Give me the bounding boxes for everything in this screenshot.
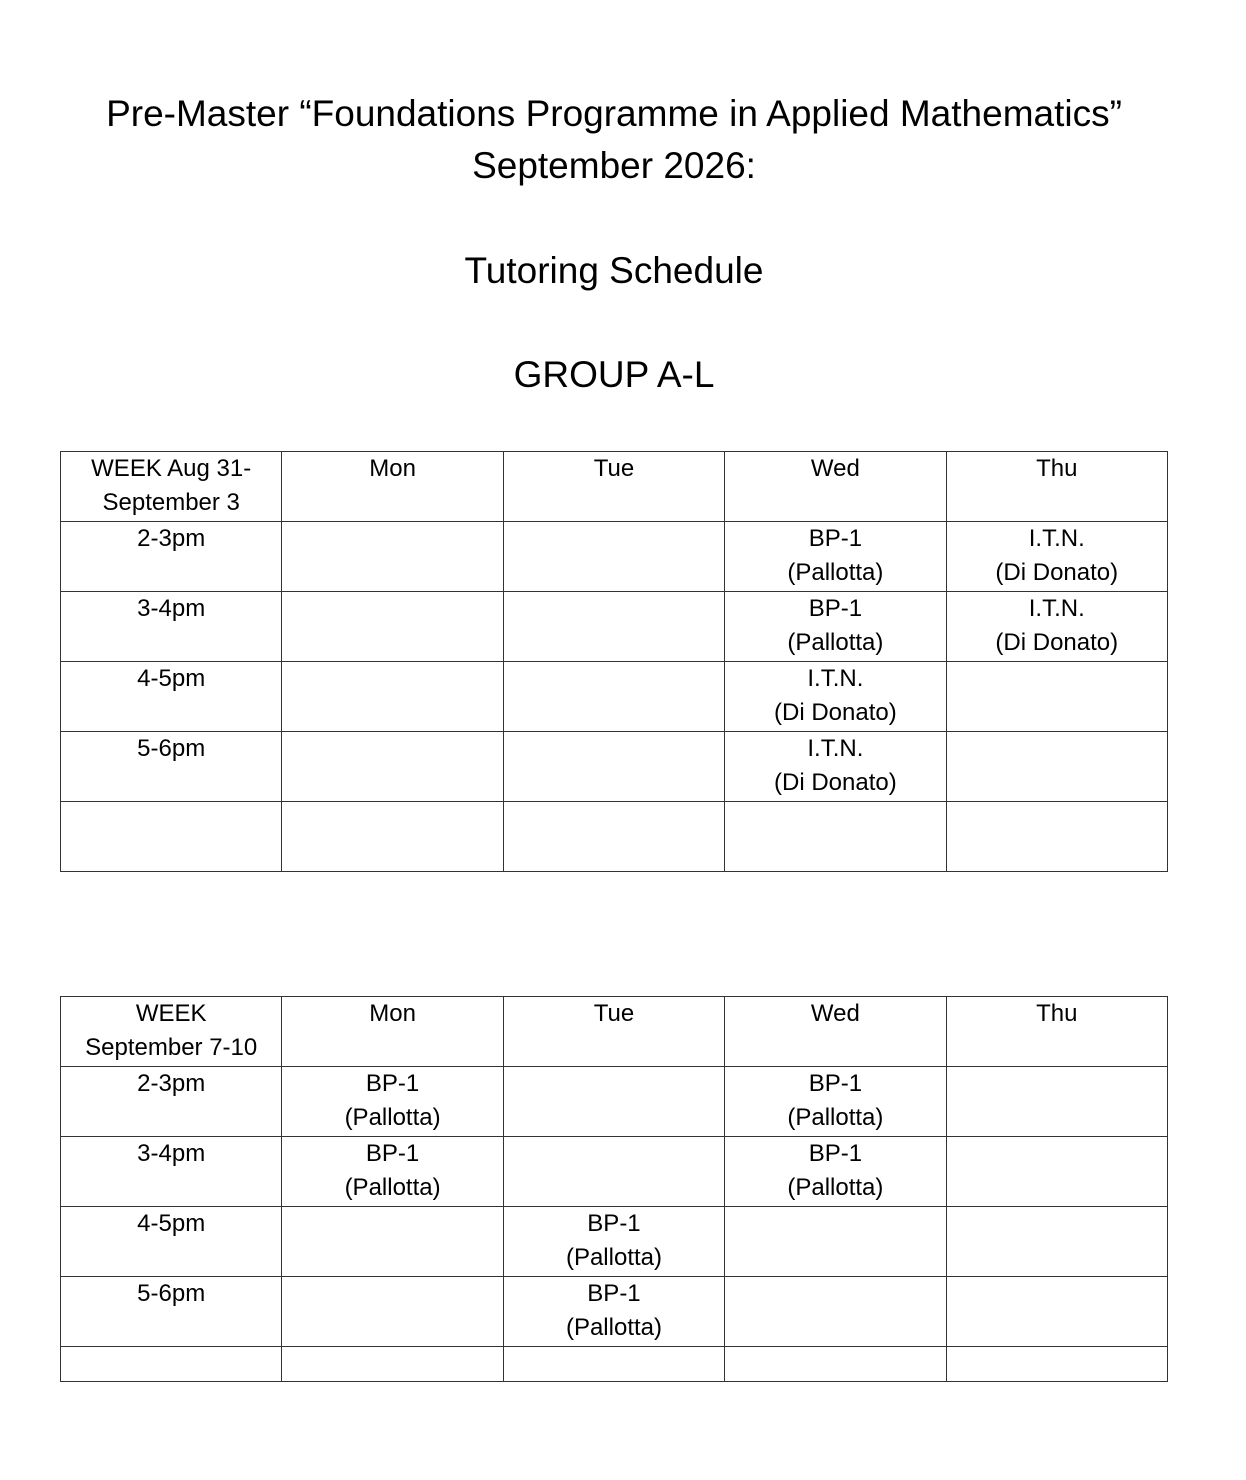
cell-text-line: BP-1 <box>808 1070 863 1097</box>
time-slot-cell: 4-5pm <box>61 1207 282 1277</box>
cell-text-line: (Pallotta) <box>344 1104 441 1131</box>
cell-text-line: (Di Donato) <box>774 769 897 796</box>
cell-text-line: BP-1 <box>808 595 863 622</box>
time-slot-row <box>61 1067 1168 1137</box>
time-slot-row <box>61 1207 1168 1277</box>
cell-text-line: I.T.N. <box>807 735 864 762</box>
session-cell <box>725 1137 946 1207</box>
session-cell <box>946 592 1167 662</box>
time-slot-cell: 3-4pm <box>61 1137 282 1207</box>
time-slot-row <box>61 662 1168 732</box>
cell-text-line: WEEK Aug 31- <box>91 455 252 482</box>
cell-text-line: September 3 <box>102 489 240 516</box>
time-slot-cell: 5-6pm <box>61 1277 282 1347</box>
empty-cell <box>503 592 724 662</box>
empty-cell <box>282 732 503 802</box>
empty-cell <box>282 522 503 592</box>
empty-cell <box>725 1207 946 1277</box>
time-slot-row <box>61 732 1168 802</box>
empty-cell <box>946 732 1167 802</box>
day-header-thu: Thu <box>946 452 1167 522</box>
cell-text-line: BP-1 <box>365 1070 420 1097</box>
cell-text-line: WEEK <box>135 1000 207 1027</box>
cell-text-line: BP-1 <box>365 1140 420 1167</box>
time-slot-cell: 3-4pm <box>61 592 282 662</box>
session-cell <box>725 592 946 662</box>
session-cell <box>725 662 946 732</box>
empty-cell <box>946 1277 1167 1347</box>
blank-row <box>61 1347 1168 1382</box>
session-cell <box>725 732 946 802</box>
day-header-thu: Thu <box>946 997 1167 1067</box>
empty-cell <box>725 802 946 872</box>
empty-cell <box>282 802 503 872</box>
day-header-mon: Mon <box>282 997 503 1067</box>
time-slot-cell: 4-5pm <box>61 662 282 732</box>
session-cell <box>282 1067 503 1137</box>
blank-row <box>61 802 1168 872</box>
cell-text-line: (Pallotta) <box>565 1244 662 1271</box>
cell-text-line: I.T.N. <box>807 665 864 692</box>
empty-cell <box>503 1347 724 1382</box>
cell-text-line: (Di Donato) <box>995 559 1119 586</box>
time-slot-row <box>61 1137 1168 1207</box>
schedule-table-week-2 <box>60 996 1168 1382</box>
empty-cell <box>946 1347 1167 1382</box>
session-cell <box>503 1277 724 1347</box>
empty-cell <box>282 1207 503 1277</box>
cell-text-line: (Pallotta) <box>787 629 884 656</box>
day-header-tue: Tue <box>503 997 724 1067</box>
cell-text-line: (Pallotta) <box>787 1104 884 1131</box>
cell-text-line: (Pallotta) <box>787 1174 884 1201</box>
week-label-cell <box>61 452 282 522</box>
session-cell <box>725 1067 946 1137</box>
empty-cell <box>946 1067 1167 1137</box>
week-label-cell <box>61 997 282 1067</box>
document-title-date: September 2026: <box>472 145 756 186</box>
day-header-wed: Wed <box>725 452 946 522</box>
day-header-wed: Wed <box>725 997 946 1067</box>
session-cell <box>503 1207 724 1277</box>
group-heading: GROUP A-L <box>513 354 715 395</box>
cell-text-line: BP-1 <box>808 525 863 552</box>
empty-cell <box>503 1067 724 1137</box>
empty-cell <box>282 1277 503 1347</box>
empty-cell <box>282 592 503 662</box>
schedule-table-week-1 <box>60 451 1168 872</box>
header-row <box>61 452 1168 522</box>
time-slot-row <box>61 1277 1168 1347</box>
empty-cell <box>725 1277 946 1347</box>
empty-cell <box>61 1347 282 1382</box>
empty-cell <box>503 1137 724 1207</box>
cell-text-line: (Pallotta) <box>787 559 884 586</box>
header-row <box>61 997 1168 1067</box>
cell-text-line: BP-1 <box>587 1210 641 1237</box>
empty-cell <box>946 802 1167 872</box>
session-cell <box>946 522 1167 592</box>
empty-cell <box>503 662 724 732</box>
empty-cell <box>282 1347 503 1382</box>
empty-cell <box>503 522 724 592</box>
empty-cell <box>946 662 1167 732</box>
document-title: Pre-Master “Foundations Programme in Applied Mathematics” <box>106 93 1122 134</box>
empty-cell <box>503 802 724 872</box>
empty-cell <box>282 662 503 732</box>
empty-cell <box>61 802 282 872</box>
empty-cell <box>503 732 724 802</box>
cell-text-line: BP-1 <box>808 1140 863 1167</box>
day-header-tue: Tue <box>503 452 724 522</box>
day-header-mon: Mon <box>282 452 503 522</box>
empty-cell <box>946 1207 1167 1277</box>
cell-text-line: I.T.N. <box>1028 525 1085 552</box>
cell-text-line: BP-1 <box>587 1280 641 1307</box>
time-slot-cell: 5-6pm <box>61 732 282 802</box>
empty-cell <box>725 1347 946 1382</box>
empty-cell <box>946 1137 1167 1207</box>
cell-text-line: (Di Donato) <box>995 629 1119 656</box>
cell-text-line: I.T.N. <box>1028 595 1085 622</box>
cell-text-line: September 7-10 <box>85 1034 258 1061</box>
session-cell <box>725 522 946 592</box>
session-cell <box>282 1137 503 1207</box>
time-slot-cell: 2-3pm <box>61 1067 282 1137</box>
time-slot-row <box>61 522 1168 592</box>
cell-text-line: (Pallotta) <box>344 1174 441 1201</box>
time-slot-row <box>61 592 1168 662</box>
cell-text-line: (Pallotta) <box>565 1314 662 1341</box>
cell-text-line: (Di Donato) <box>774 699 897 726</box>
time-slot-cell: 2-3pm <box>61 522 282 592</box>
document-subtitle: Tutoring Schedule <box>464 250 764 291</box>
